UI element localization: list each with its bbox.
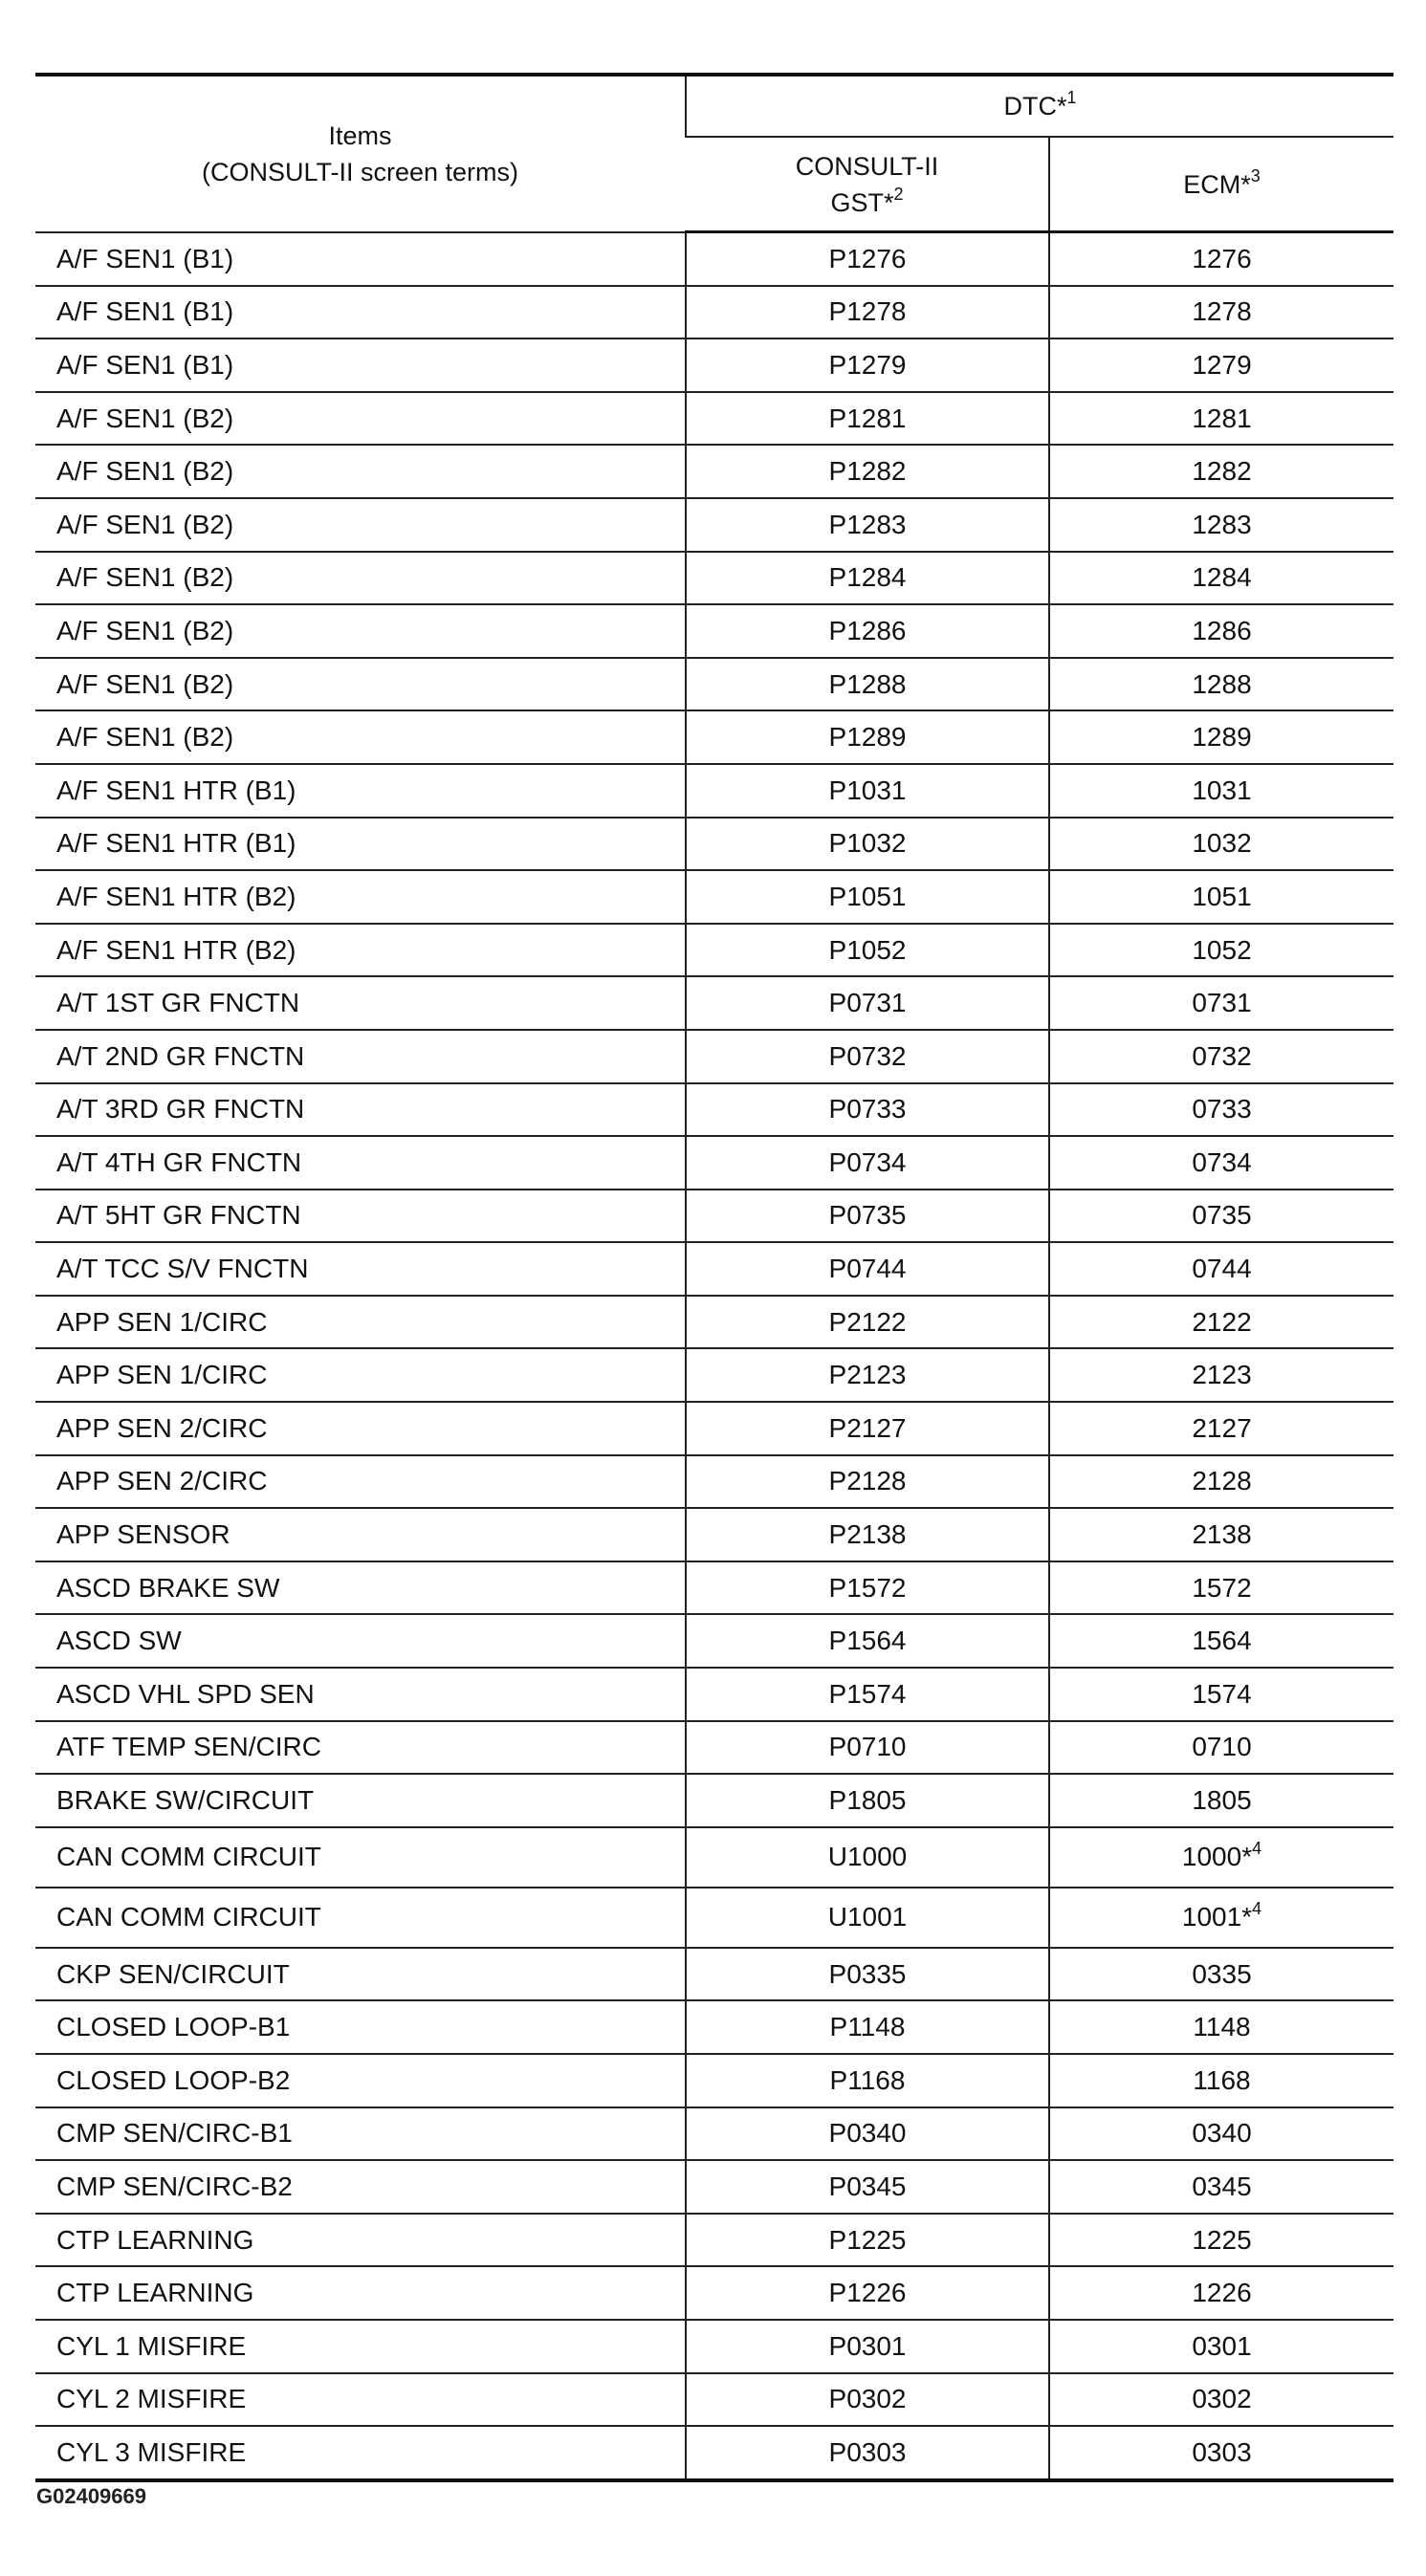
ecm-code: 0335: [1192, 1958, 1252, 1989]
item-cell: ATF TEMP SEN/CIRC: [35, 1721, 686, 1775]
ecm-code: 1574: [1192, 1678, 1252, 1709]
item-cell: CYL 2 MISFIRE: [35, 2373, 686, 2427]
ecm-code: 0734: [1192, 1146, 1252, 1177]
consult-header-footnote: 2: [893, 184, 904, 204]
item-cell: APP SEN 2/CIRC: [35, 1402, 686, 1455]
ecm-code-cell: [1049, 552, 1393, 605]
table-row: [35, 1721, 1393, 1775]
consult-gst-code-cell: U1000: [686, 1827, 1049, 1888]
dtc-header-footnote: 1: [1066, 88, 1077, 107]
table-row: [35, 232, 1393, 286]
item-cell: CKP SEN/CIRCUIT: [35, 1948, 686, 2001]
consult-gst-code-cell: P1284: [686, 552, 1049, 605]
consult-gst-code-cell: P0734: [686, 1136, 1049, 1190]
consult-gst-code-cell: P1572: [686, 1561, 1049, 1615]
item-cell: CAN COMM CIRCUIT: [35, 1827, 686, 1888]
consult-gst-code-cell: P1286: [686, 604, 1049, 658]
table-row: [35, 818, 1393, 871]
ecm-code-cell: [1049, 1455, 1393, 1509]
table-row: [35, 1668, 1393, 1721]
consult-gst-code-cell: P1279: [686, 338, 1049, 392]
table-row: [35, 710, 1393, 764]
consult-gst-code-cell: P0335: [686, 1948, 1049, 2001]
ecm-code-cell: [1049, 924, 1393, 977]
table-row: [35, 1561, 1393, 1615]
ecm-code: 2128: [1192, 1466, 1252, 1496]
consult-gst-code-cell: P1281: [686, 392, 1049, 446]
ecm-code: 1282: [1192, 456, 1252, 487]
table-row: [35, 2373, 1393, 2427]
table-row: [35, 392, 1393, 446]
table-row: [35, 1888, 1393, 1948]
ecm-code-cell: [1049, 1827, 1393, 1888]
consult-gst-code-cell: P1226: [686, 2266, 1049, 2320]
consult-gst-code-cell: P0732: [686, 1030, 1049, 1083]
ecm-code-cell: [1049, 445, 1393, 498]
table-row: [35, 1030, 1393, 1083]
item-cell: CMP SEN/CIRC-B1: [35, 2107, 686, 2161]
ecm-code: 1000*: [1181, 1842, 1253, 1872]
consult-gst-code-cell: P1574: [686, 1668, 1049, 1721]
consult-gst-column-header: [686, 137, 1049, 232]
consult-gst-code-cell: U1001: [686, 1888, 1049, 1948]
ecm-code: 2138: [1192, 1519, 1252, 1550]
ecm-code: 1283: [1192, 509, 1252, 539]
consult-gst-code-cell: P0345: [686, 2160, 1049, 2214]
item-cell: A/F SEN1 (B1): [35, 286, 686, 339]
ecm-code: 1281: [1192, 403, 1252, 433]
table-row: [35, 658, 1393, 711]
item-cell: A/F SEN1 HTR (B1): [35, 764, 686, 818]
item-cell: A/F SEN1 (B2): [35, 710, 686, 764]
consult-gst-code-cell: P0301: [686, 2320, 1049, 2373]
item-cell: A/F SEN1 (B2): [35, 552, 686, 605]
ecm-code: 2122: [1192, 1306, 1252, 1337]
item-cell: A/T 4TH GR FNCTN: [35, 1136, 686, 1190]
consult-gst-code-cell: P1564: [686, 1614, 1049, 1668]
ecm-code-cell: [1049, 1774, 1393, 1827]
ecm-code: 1288: [1192, 668, 1252, 699]
ecm-code-cell: [1049, 286, 1393, 339]
ecm-code: 1289: [1192, 722, 1252, 753]
items-column-header: [35, 75, 686, 232]
item-cell: A/T 2ND GR FNCTN: [35, 1030, 686, 1083]
item-cell: A/F SEN1 HTR (B2): [35, 870, 686, 924]
item-cell: A/T 5HT GR FNCTN: [35, 1190, 686, 1243]
item-cell: A/F SEN1 (B1): [35, 338, 686, 392]
item-cell: A/F SEN1 (B2): [35, 445, 686, 498]
item-cell: A/F SEN1 (B2): [35, 658, 686, 711]
consult-gst-code-cell: P2127: [686, 1402, 1049, 1455]
item-cell: A/T 1ST GR FNCTN: [35, 976, 686, 1030]
consult-gst-code-cell: P2122: [686, 1296, 1049, 1349]
dtc-table-body: [35, 232, 1393, 2480]
table-row: [35, 1455, 1393, 1509]
item-cell: CMP SEN/CIRC-B2: [35, 2160, 686, 2214]
consult-gst-code-cell: P1032: [686, 818, 1049, 871]
consult-gst-code-cell: P1031: [686, 764, 1049, 818]
consult-gst-code-cell: P0733: [686, 1083, 1049, 1137]
ecm-code: 2127: [1192, 1412, 1252, 1443]
table-row: [35, 445, 1393, 498]
ecm-code: 0303: [1192, 2436, 1252, 2467]
consult-gst-code-cell: P2128: [686, 1455, 1049, 1509]
table-row: [35, 976, 1393, 1030]
ecm-code-cell: [1049, 1296, 1393, 1349]
consult-gst-code-cell: P1276: [686, 232, 1049, 286]
ecm-code-cell: [1049, 1561, 1393, 1615]
table-row: [35, 286, 1393, 339]
ecm-code-cell: [1049, 2107, 1393, 2161]
item-cell: A/F SEN1 (B1): [35, 232, 686, 286]
item-cell: ASCD BRAKE SW: [35, 1561, 686, 1615]
item-cell: A/F SEN1 HTR (B1): [35, 818, 686, 871]
table-row: [35, 1948, 1393, 2001]
ecm-code: 1051: [1192, 881, 1252, 911]
consult-gst-code-cell: P0710: [686, 1721, 1049, 1775]
table-row: [35, 1242, 1393, 1296]
item-cell: CLOSED LOOP-B1: [35, 2000, 686, 2054]
ecm-code: 0735: [1192, 1200, 1252, 1231]
ecm-code-cell: [1049, 1242, 1393, 1296]
ecm-code: 0345: [1192, 2171, 1252, 2201]
ecm-code-cell: [1049, 1190, 1393, 1243]
consult-gst-code-cell: P1051: [686, 870, 1049, 924]
table-row: [35, 498, 1393, 552]
ecm-code: 2123: [1192, 1360, 1252, 1390]
consult-gst-code-cell: P0303: [686, 2426, 1049, 2480]
consult-gst-code-cell: P0340: [686, 2107, 1049, 2161]
ecm-code: 1284: [1192, 562, 1252, 593]
ecm-code-cell: [1049, 658, 1393, 711]
item-cell: CTP LEARNING: [35, 2266, 686, 2320]
table-row: [35, 2107, 1393, 2161]
item-cell: A/T 3RD GR FNCTN: [35, 1083, 686, 1137]
ecm-code: 1168: [1193, 2064, 1251, 2095]
ecm-code-cell: [1049, 2160, 1393, 2214]
ecm-code: 0731: [1192, 988, 1252, 1018]
consult-gst-code-cell: P0731: [686, 976, 1049, 1030]
consult-gst-code-cell: P1282: [686, 445, 1049, 498]
consult-gst-code-cell: P0302: [686, 2373, 1049, 2427]
table-row: [35, 870, 1393, 924]
table-row: [35, 1296, 1393, 1349]
ecm-code-cell: [1049, 976, 1393, 1030]
ecm-code: 0733: [1192, 1094, 1252, 1124]
ecm-code-cell: [1049, 2214, 1393, 2267]
ecm-code-cell: [1049, 1614, 1393, 1668]
table-row: [35, 2160, 1393, 2214]
item-cell: A/F SEN1 (B2): [35, 604, 686, 658]
ecm-code: 1001*: [1181, 1902, 1253, 1932]
table-row: [35, 1827, 1393, 1888]
table-row: [35, 1614, 1393, 1668]
item-cell: APP SEN 1/CIRC: [35, 1296, 686, 1349]
item-cell: ASCD VHL SPD SEN: [35, 1668, 686, 1721]
item-cell: CYL 3 MISFIRE: [35, 2426, 686, 2480]
ecm-code-cell: [1049, 1402, 1393, 1455]
table-row: [35, 1508, 1393, 1561]
ecm-code: 1031: [1192, 775, 1252, 805]
item-cell: A/T TCC S/V FNCTN: [35, 1242, 686, 1296]
ecm-code: 1572: [1192, 1572, 1252, 1603]
ecm-code: 1276: [1192, 243, 1252, 273]
ecm-code: 1225: [1192, 2224, 1252, 2255]
ecm-code: 0301: [1192, 2330, 1252, 2361]
ecm-code-cell: [1049, 498, 1393, 552]
consult-gst-code-cell: P1148: [686, 2000, 1049, 2054]
ecm-code: 1032: [1192, 828, 1252, 859]
table-row: [35, 1774, 1393, 1827]
table-row: [35, 2054, 1393, 2107]
ecm-code: 1279: [1192, 349, 1252, 380]
table-row: [35, 338, 1393, 392]
ecm-code: 1564: [1192, 1626, 1252, 1656]
ecm-code: 0340: [1192, 2118, 1252, 2149]
item-cell: CYL 1 MISFIRE: [35, 2320, 686, 2373]
ecm-code-footnote: 4: [1252, 1839, 1262, 1859]
ecm-code-cell: [1049, 2000, 1393, 2054]
ecm-code-cell: [1049, 1030, 1393, 1083]
ecm-code-cell: [1049, 870, 1393, 924]
ecm-code: 0302: [1192, 2384, 1252, 2414]
table-row: [35, 2266, 1393, 2320]
table-row: [35, 2320, 1393, 2373]
consult-gst-code-cell: P1289: [686, 710, 1049, 764]
ecm-code-cell: [1049, 1136, 1393, 1190]
ecm-code-cell: [1049, 392, 1393, 446]
dtc-column-header: [686, 75, 1393, 137]
ecm-code-cell: [1049, 710, 1393, 764]
consult-gst-code-cell: P2138: [686, 1508, 1049, 1561]
ecm-code-cell: [1049, 2320, 1393, 2373]
consult-header-line1: CONSULT-II: [795, 151, 939, 181]
table-row: [35, 2426, 1393, 2480]
item-cell: APP SENSOR: [35, 1508, 686, 1561]
table-row: [35, 1402, 1393, 1455]
item-cell: CTP LEARNING: [35, 2214, 686, 2267]
ecm-header-footnote: 3: [1250, 165, 1261, 186]
ecm-code: 0732: [1192, 1040, 1252, 1071]
ecm-column-header: [1049, 137, 1393, 232]
table-row: [35, 552, 1393, 605]
item-cell: BRAKE SW/CIRCUIT: [35, 1774, 686, 1827]
ecm-code-cell: [1049, 604, 1393, 658]
dtc-table: [35, 73, 1393, 2482]
consult-gst-code-cell: P1288: [686, 658, 1049, 711]
ecm-code-cell: [1049, 1083, 1393, 1137]
table-row: [35, 2000, 1393, 2054]
items-header-line1: Items: [328, 120, 392, 150]
consult-gst-code-cell: P1278: [686, 286, 1049, 339]
consult-gst-code-cell: P1805: [686, 1774, 1049, 1827]
ecm-code-cell: [1049, 338, 1393, 392]
ecm-code-cell: [1049, 232, 1393, 286]
ecm-code-cell: [1049, 764, 1393, 818]
dtc-header-label: DTC*: [1003, 92, 1067, 120]
table-row: [35, 924, 1393, 977]
ecm-code-cell: [1049, 818, 1393, 871]
item-cell: ASCD SW: [35, 1614, 686, 1668]
ecm-code: 1286: [1192, 615, 1252, 645]
ecm-code-cell: [1049, 1668, 1393, 1721]
ecm-code-cell: [1049, 2266, 1393, 2320]
consult-gst-code-cell: P1283: [686, 498, 1049, 552]
ecm-code-cell: [1049, 1721, 1393, 1775]
ecm-code: 1805: [1192, 1785, 1252, 1816]
table-row: [35, 1348, 1393, 1402]
ecm-code-cell: [1049, 1348, 1393, 1402]
consult-gst-code-cell: P1225: [686, 2214, 1049, 2267]
item-cell: A/F SEN1 (B2): [35, 392, 686, 446]
ecm-code-footnote: 4: [1252, 1899, 1262, 1919]
ecm-header-label: ECM*: [1183, 169, 1251, 199]
ecm-code-cell: [1049, 2426, 1393, 2480]
item-cell: CAN COMM CIRCUIT: [35, 1888, 686, 1948]
consult-gst-code-cell: P1168: [686, 2054, 1049, 2107]
consult-header-line2: GST*: [830, 187, 894, 217]
item-cell: A/F SEN1 (B2): [35, 498, 686, 552]
ecm-code-cell: [1049, 2054, 1393, 2107]
ecm-code: 1052: [1192, 934, 1252, 965]
consult-gst-code-cell: P2123: [686, 1348, 1049, 1402]
item-cell: APP SEN 1/CIRC: [35, 1348, 686, 1402]
ecm-code: 0710: [1192, 1732, 1252, 1762]
item-cell: APP SEN 2/CIRC: [35, 1455, 686, 1509]
ecm-code: 1226: [1192, 2278, 1252, 2308]
ecm-code-cell: [1049, 1508, 1393, 1561]
items-header-line2: (CONSULT-II screen terms): [201, 157, 519, 186]
figure-id: G02409669: [36, 2484, 146, 2508]
ecm-code: 1148: [1193, 2012, 1251, 2042]
ecm-code: 1278: [1192, 296, 1252, 327]
ecm-code-cell: [1049, 1888, 1393, 1948]
table-row: [35, 604, 1393, 658]
table-row: [35, 1136, 1393, 1190]
item-cell: CLOSED LOOP-B2: [35, 2054, 686, 2107]
consult-gst-code-cell: P0744: [686, 1242, 1049, 1296]
ecm-code: 0744: [1192, 1254, 1252, 1284]
table-row: [35, 2214, 1393, 2267]
item-cell: A/F SEN1 HTR (B2): [35, 924, 686, 977]
table-row: [35, 764, 1393, 818]
table-row: [35, 1083, 1393, 1137]
ecm-code-cell: [1049, 1948, 1393, 2001]
consult-gst-code-cell: P1052: [686, 924, 1049, 977]
table-row: [35, 1190, 1393, 1243]
consult-gst-code-cell: P0735: [686, 1190, 1049, 1243]
ecm-code-cell: [1049, 2373, 1393, 2427]
